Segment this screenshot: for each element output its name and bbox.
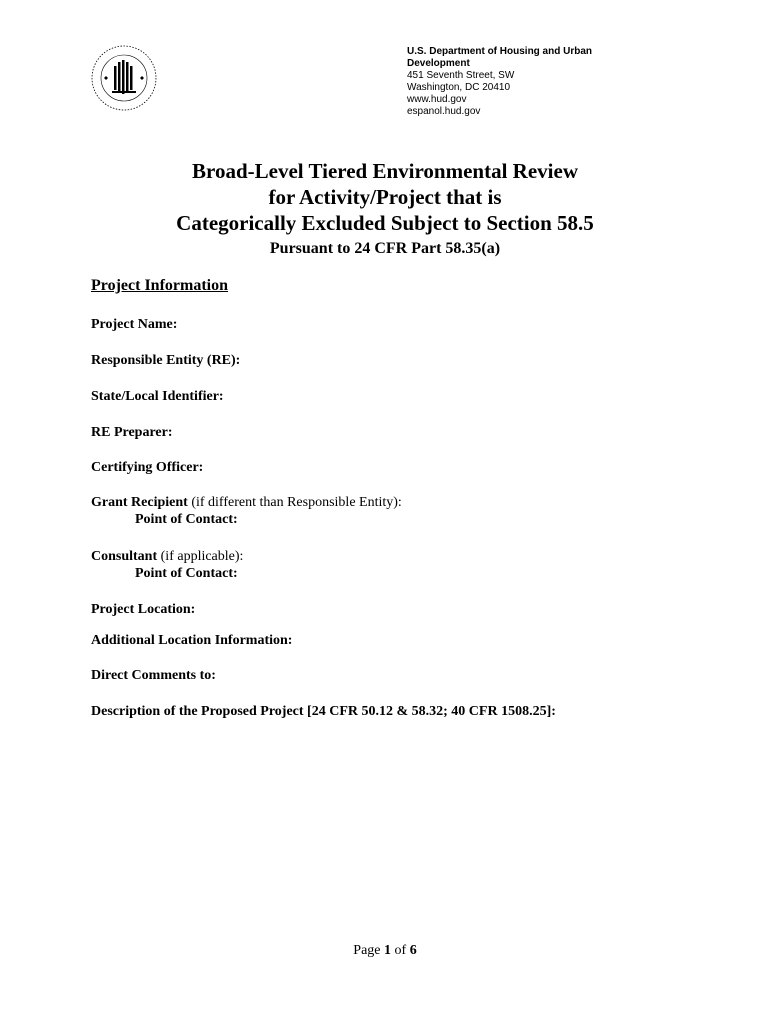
field-additional-location bbox=[91, 632, 292, 649]
page-current: 1 bbox=[384, 943, 392, 958]
field-project-name bbox=[91, 316, 177, 333]
document-title bbox=[0, 158, 770, 236]
field-label: Responsible Entity (RE): bbox=[91, 353, 241, 368]
document-subtitle: Pursuant to 24 CFR Part 58.35(a) bbox=[269, 240, 501, 257]
field-direct-comments bbox=[91, 667, 216, 684]
field-certifying-officer bbox=[91, 459, 203, 476]
field-project-description bbox=[91, 703, 556, 720]
field-responsible-entity bbox=[91, 352, 240, 369]
field-label: Description of the Proposed Project [24 CFR 50.12 & 58.32; 40 CFR 1508.25]: bbox=[91, 704, 556, 719]
title-line1: Broad-Level Tiered Environmental Review bbox=[192, 159, 578, 183]
agency-website-spanish: espanol.hud.gov bbox=[407, 106, 481, 117]
field-re-preparer bbox=[91, 424, 173, 441]
agency-address-line1: 451 Seventh Street, SW bbox=[407, 70, 515, 81]
field-label: Project Location: bbox=[91, 602, 196, 617]
title-line3: Categorically Excluded Subject to Section 58.5 bbox=[176, 211, 594, 235]
page-of: of bbox=[391, 943, 410, 958]
agency-address-block bbox=[407, 46, 637, 118]
field-label: State/Local Identifier: bbox=[91, 389, 224, 404]
agency-address-line2: Washington, DC 20410 bbox=[407, 82, 511, 93]
field-label: Project Name: bbox=[91, 317, 178, 332]
field-grant-recipient bbox=[91, 494, 402, 528]
field-state-local-identifier bbox=[91, 388, 224, 405]
field-project-location bbox=[91, 601, 195, 618]
title-line2: for Activity/Project that is bbox=[268, 185, 502, 209]
field-grant-point-of-contact: Point of Contact: bbox=[135, 512, 238, 527]
agency-website: www.hud.gov bbox=[407, 94, 467, 105]
page-number bbox=[0, 943, 770, 959]
field-consultant bbox=[91, 548, 243, 582]
field-label: RE Preparer: bbox=[91, 425, 173, 440]
field-label: Direct Comments to: bbox=[91, 668, 216, 683]
field-note: (if applicable): bbox=[157, 549, 244, 564]
agency-name-line1: U.S. Department of Housing and Urban bbox=[407, 46, 593, 57]
field-consultant-point-of-contact: Point of Contact: bbox=[135, 566, 238, 581]
agency-name-line2: Development bbox=[407, 58, 470, 69]
field-note: (if different than Responsible Entity): bbox=[187, 495, 402, 510]
page-prefix: Page bbox=[353, 943, 385, 958]
field-label: Additional Location Information: bbox=[91, 633, 293, 648]
field-label: Consultant bbox=[91, 549, 158, 564]
hud-seal-icon bbox=[90, 44, 158, 112]
page-total: 6 bbox=[409, 943, 417, 958]
field-label: Certifying Officer: bbox=[91, 460, 204, 475]
section-heading-project-information: Project Information bbox=[91, 277, 228, 294]
field-label: Grant Recipient bbox=[91, 495, 188, 510]
